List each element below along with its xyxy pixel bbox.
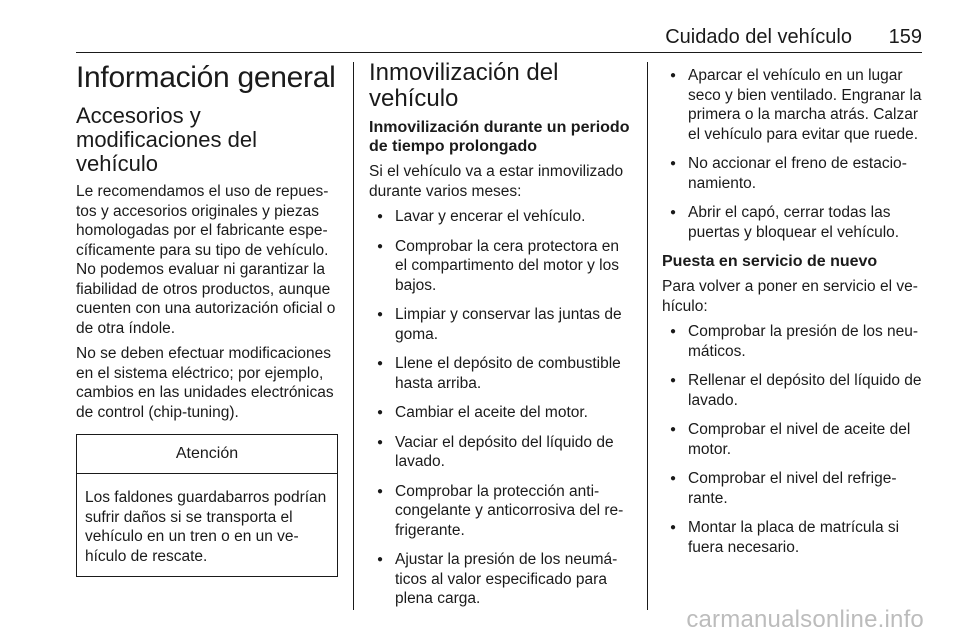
list-item: ● Aparcar el vehículo en un lugar seco y bien ventilado. Engranar la primera o la marcha atrás. Calzar el vehículo para evitar que ruede. bbox=[662, 66, 926, 144]
list-item: ● Comprobar la presión de los neumáticos. bbox=[662, 322, 926, 361]
paragraph: Si el vehículo va a estar inmovilizado durante varios meses: bbox=[369, 163, 624, 200]
list-item: ● No accionar el freno de estacionamiento. bbox=[662, 154, 926, 193]
page-header bbox=[76, 26, 922, 53]
list-item: ● Comprobar el nivel de aceite del motor. bbox=[662, 420, 926, 459]
list-item: ● Comprobar el nivel del refrigerante. bbox=[662, 469, 926, 508]
list-item: ● Ajustar la presión de los neumáticos al valor especificado para plena carga. bbox=[369, 550, 633, 609]
subsection-title: Inmovilización durante un periodo de tiempo prolongado bbox=[369, 119, 630, 155]
list-item: ● Cambiar el aceite del motor. bbox=[369, 403, 633, 423]
watermark: carmanualsonline.info bbox=[686, 606, 924, 633]
caution-text: Los faldones guardabarros podrían sufrir daños si se transporta el vehículo en un tren o en un vehículo de rescate. bbox=[85, 489, 327, 565]
list-item: ● Abrir el capó, cerrar todas las puertas y bloquear el vehículo. bbox=[662, 203, 926, 242]
caution-title: Atención bbox=[77, 435, 337, 474]
section-title: Información general bbox=[76, 61, 336, 94]
caution-box bbox=[76, 434, 338, 577]
section-title: Inmovilización del vehículo bbox=[369, 59, 559, 112]
column-divider bbox=[647, 62, 648, 610]
list-item: ● Rellenar el depósito del líquido de lavado. bbox=[662, 371, 926, 410]
list-item: ● Comprobar la protección anticongelante y anticorrosiva del refrigerante. bbox=[369, 482, 633, 541]
bullet-list bbox=[662, 322, 926, 557]
page-number: 159 bbox=[888, 26, 922, 48]
bullet-list bbox=[662, 66, 926, 242]
paragraph: Le recomendamos el uso de repuestos y accesorios originales y piezas homologadas por el fabricante específicamente para su tipo de vehículo. No podemos evaluar ni garantizar la fiabilidad de otros productos, aunque cuenten con una autorización oficial o de otra índole. bbox=[76, 183, 336, 337]
list-item: ● Llene el depósito de combustible hasta arriba. bbox=[369, 354, 633, 393]
subsection-title: Puesta en servicio de nuevo bbox=[662, 253, 878, 270]
column-1 bbox=[76, 60, 338, 577]
list-item: ● Comprobar la cera protectora en el compartimento del motor y los bajos. bbox=[369, 237, 633, 296]
list-item: ● Montar la placa de matrícula si fuera necesario. bbox=[662, 518, 926, 557]
header-title: Cuidado del vehículo bbox=[665, 26, 852, 48]
column-divider bbox=[353, 62, 354, 610]
column-3 bbox=[662, 66, 926, 567]
bullet-list bbox=[369, 207, 633, 609]
list-item: ● Lavar y encerar el vehículo. bbox=[369, 207, 633, 227]
list-item: ● Limpiar y conservar las juntas de goma. bbox=[369, 305, 633, 344]
list-item: ● Vaciar el depósito del líquido de lavado. bbox=[369, 433, 633, 472]
paragraph: Para volver a poner en servicio el vehículo: bbox=[662, 278, 918, 315]
subsection-title: Accesorios y modificaciones del vehículo bbox=[76, 103, 257, 176]
paragraph: No se deben efectuar modificaciones en el sistema eléctrico; por ejemplo, cambios en las unidades electrónicas de control (chip-tuning). bbox=[76, 345, 334, 421]
column-2 bbox=[369, 60, 633, 619]
